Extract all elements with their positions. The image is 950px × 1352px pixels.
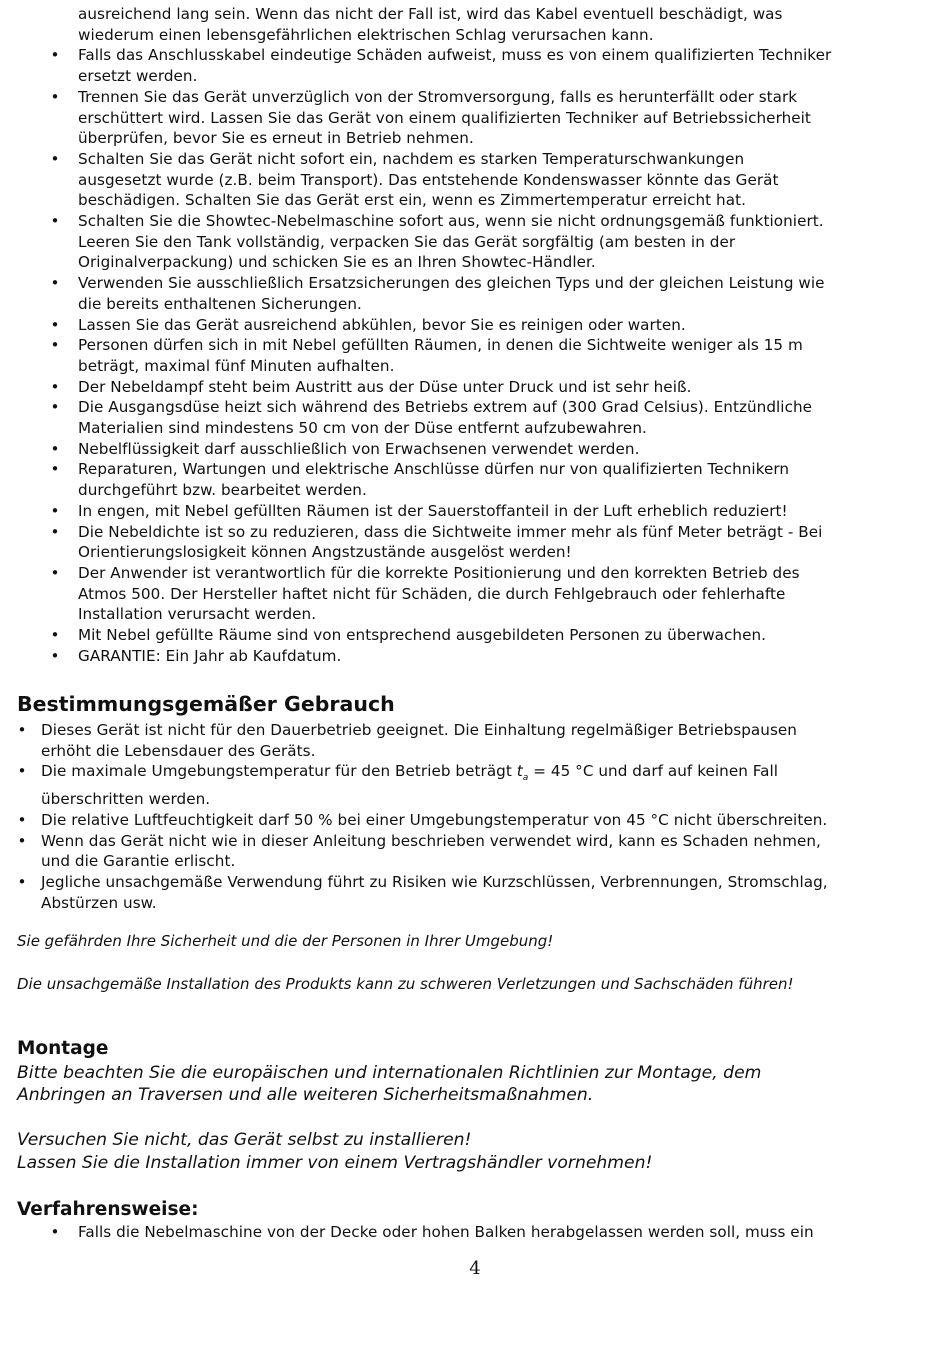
text-line: beträgt, maximal fünf Minuten aufhalten.	[78, 356, 395, 375]
list-item	[0, 377, 950, 398]
text-line: Personen dürfen sich in mit Nebel gefüllten Räumen, in denen die Sichtweite weniger als 15 m	[78, 336, 803, 355]
text-line: ausreichend lang sein. Wenn das nicht der Fall ist, wird das Kabel eventuell beschädigt, was	[78, 5, 783, 23]
list-item	[0, 522, 950, 563]
list-item	[0, 149, 950, 211]
montage-text-line: Bitte beachten Sie die europäischen und internationalen Richtlinien zur Montage, dem	[17, 1063, 762, 1083]
text-line: beschädigen. Schalten Sie das Gerät erst ein, wenn es Zimmertemperatur erreicht hat.	[78, 191, 746, 210]
bullet-icon: •	[17, 810, 27, 829]
section-heading-procedure: Verfahrensweise:	[17, 1199, 199, 1220]
text-line: Atmos 500. Der Hersteller haftet nicht für Schäden, die durch Fehlgebrauch oder fehlerhafte	[78, 584, 786, 603]
procedure-list	[0, 1222, 950, 1243]
text-line: Dieses Gerät ist nicht für den Dauerbetrieb geeignet. Die Einhaltung regelmäßiger Betriebspausen	[41, 721, 797, 739]
text-line: Jegliche unsachgemäße Verwendung führt zu Risiken wie Kurzschlüssen, Verbrennungen, Stromschlag,	[41, 872, 828, 891]
bullet-icon: •	[50, 377, 60, 396]
bullet-icon: •	[17, 721, 27, 739]
text-line: wiederum einen lebensgefährlichen elektrischen Schlag verursachen kann.	[78, 25, 654, 44]
text-line: ausgesetzt wurde (z.B. beim Transport). Das entstehende Kondenswasser könnte das Gerät	[78, 170, 779, 189]
text-line: Lassen Sie das Gerät ausreichend abkühlen, bevor Sie es reinigen oder warten.	[78, 315, 686, 334]
bullet-icon: •	[50, 563, 60, 582]
bullet-icon: •	[50, 149, 60, 168]
bullet-icon: •	[50, 87, 60, 106]
list-item	[0, 646, 950, 667]
bullet-icon: •	[50, 626, 60, 645]
usage-list	[0, 720, 950, 913]
bullet-icon: •	[50, 336, 60, 355]
warning-installation: Die unsachgemäße Installation des Produkts kann zu schweren Verletzungen und Sachschäden führen!	[17, 975, 794, 993]
bullet-icon: •	[17, 872, 27, 891]
bullet-icon: •	[50, 460, 60, 479]
text-line: Falls das Anschlusskabel eindeutige Schäden aufweist, muss es von einem qualifizierten Techniker	[78, 46, 832, 65]
text-line: Abstürzen usw.	[41, 893, 157, 912]
text-line: durchgeführt bzw. bearbeitet werden.	[78, 481, 367, 500]
bullet-icon: •	[50, 46, 60, 65]
list-item	[0, 87, 950, 149]
bullet-icon: •	[50, 501, 60, 520]
list-item	[0, 397, 950, 438]
list-item	[0, 872, 950, 913]
text-line: und die Garantie erlischt.	[41, 852, 236, 871]
section-heading-usage: Bestimmungsgemäßer Gebrauch	[17, 692, 395, 716]
list-item	[0, 459, 950, 500]
bullet-icon: •	[50, 212, 60, 231]
text-line: Der Anwender ist verantwortlich für die korrekte Positionierung und den korrekten Betrieb des	[78, 563, 800, 582]
text-line: Die Ausgangsdüse heizt sich während des Betriebs extrem auf (300 Grad Celsius). Entzündliche	[78, 398, 813, 417]
text-line: Schalten Sie das Gerät nicht sofort ein, nachdem es starken Temperaturschwankungen	[78, 149, 745, 168]
text-line: Reparaturen, Wartungen und elektrische Anschlüsse dürfen nur von qualifizierten Technikern	[78, 460, 790, 479]
text-line: In engen, mit Nebel gefüllten Räumen ist der Sauerstoffanteil in der Luft erheblich reduziert!	[78, 501, 788, 520]
text-line: ersetzt werden.	[78, 67, 198, 86]
list-item	[0, 273, 950, 314]
text-line: Die relative Luftfeuchtigkeit darf 50 % bei einer Umgebungstemperatur von 45 °C nicht überschreiten.	[41, 810, 828, 829]
text-line: Installation verursacht werden.	[78, 605, 317, 624]
list-item	[0, 211, 950, 273]
text-line: Schalten Sie die Showtec-Nebelmaschine sofort aus, wenn sie nicht ordnungsgemäß funktioniert.	[78, 212, 824, 231]
text-line: erschüttert wird. Lassen Sie das Gerät von einem qualifizierten Techniker auf Betriebssicherheit	[78, 108, 811, 127]
text-line: Verwenden Sie ausschließlich Ersatzsicherungen des gleichen Typs und der gleichen Leistung wie	[78, 274, 825, 293]
bullet-icon: •	[17, 831, 27, 850]
text-line: Die maximale Umgebungstemperatur für den Betrieb beträgt $t_a = 45$ °C und darf auf keinen Fall	[41, 762, 779, 784]
montage-text-line: Lassen Sie die Installation immer von einem Vertragshändler vornehmen!	[17, 1153, 653, 1173]
list-item	[0, 1222, 950, 1243]
warning-safety: Sie gefährden Ihre Sicherheit und die der Personen in Ihrer Umgebung!	[17, 932, 554, 950]
text-line: Mit Nebel gefüllte Räume sind von entsprechend ausgebildeten Personen zu überwachen.	[78, 626, 767, 645]
list-item	[0, 315, 950, 336]
text-line: Materialien sind mindestens 50 cm von der Düse entfernt aufzubewahren.	[78, 419, 647, 438]
bullet-icon: •	[50, 646, 60, 665]
bullet-icon: •	[50, 398, 60, 417]
list-item	[0, 335, 950, 376]
bullet-icon: •	[50, 315, 60, 334]
list-item	[0, 501, 950, 522]
bullet-icon: •	[50, 522, 60, 541]
bullet-icon: •	[50, 274, 60, 293]
bullet-icon: •	[50, 1223, 60, 1241]
list-item	[0, 720, 950, 761]
list-item	[0, 439, 950, 460]
text-line: Orientierungslosigkeit können Angstzustände ausgelöst werden!	[78, 543, 572, 562]
list-item-continuation	[0, 4, 950, 45]
montage-text-line: Anbringen an Traversen und alle weiteren Sicherheitsmaßnahmen.	[17, 1085, 594, 1105]
text-line: Wenn das Gerät nicht wie in dieser Anleitung beschrieben verwendet wird, kann es Schaden nehmen,	[41, 831, 821, 850]
text-line: Leeren Sie den Tank vollständig, verpacken Sie das Gerät sorgfältig (am besten in der	[78, 232, 736, 251]
bullet-icon: •	[50, 439, 60, 458]
bullet-icon: •	[17, 762, 27, 781]
text-line: Der Nebeldampf steht beim Austritt aus der Düse unter Druck und ist sehr heiß.	[78, 377, 692, 396]
text-line: erhöht die Lebensdauer des Geräts.	[41, 741, 316, 760]
list-item	[0, 761, 950, 809]
page-number: 4	[469, 1258, 481, 1279]
text-line: Die Nebeldichte ist so zu reduzieren, dass die Sichtweite immer mehr als fünf Meter beträgt - Bei	[78, 522, 823, 541]
list-item	[0, 810, 950, 831]
text-line: überprüfen, bevor Sie es erneut in Betrieb nehmen.	[78, 129, 474, 148]
list-item	[0, 625, 950, 646]
list-item	[0, 831, 950, 872]
list-item	[0, 563, 950, 625]
text-line: Nebelflüssigkeit darf ausschließlich von Erwachsenen verwendet werden.	[78, 439, 640, 458]
safety-instructions-list	[0, 4, 950, 667]
section-heading-montage: Montage	[17, 1038, 109, 1059]
list-item	[0, 45, 950, 86]
text-line: Trennen Sie das Gerät unverzüglich von der Stromversorgung, falls es herunterfällt oder stark	[78, 87, 798, 106]
montage-text-line: Versuchen Sie nicht, das Gerät selbst zu installieren!	[17, 1130, 472, 1150]
text-line: Falls die Nebelmaschine von der Decke oder hohen Balken herabgelassen werden soll, muss ein	[78, 1223, 814, 1241]
text-line: Originalverpackung) und schicken Sie es an Ihren Showtec-Händler.	[78, 253, 596, 272]
text-line: die bereits enthaltenen Sicherungen.	[78, 294, 362, 313]
text-line: überschritten werden.	[41, 790, 211, 809]
text-line: GARANTIE: Ein Jahr ab Kaufdatum.	[78, 646, 342, 665]
